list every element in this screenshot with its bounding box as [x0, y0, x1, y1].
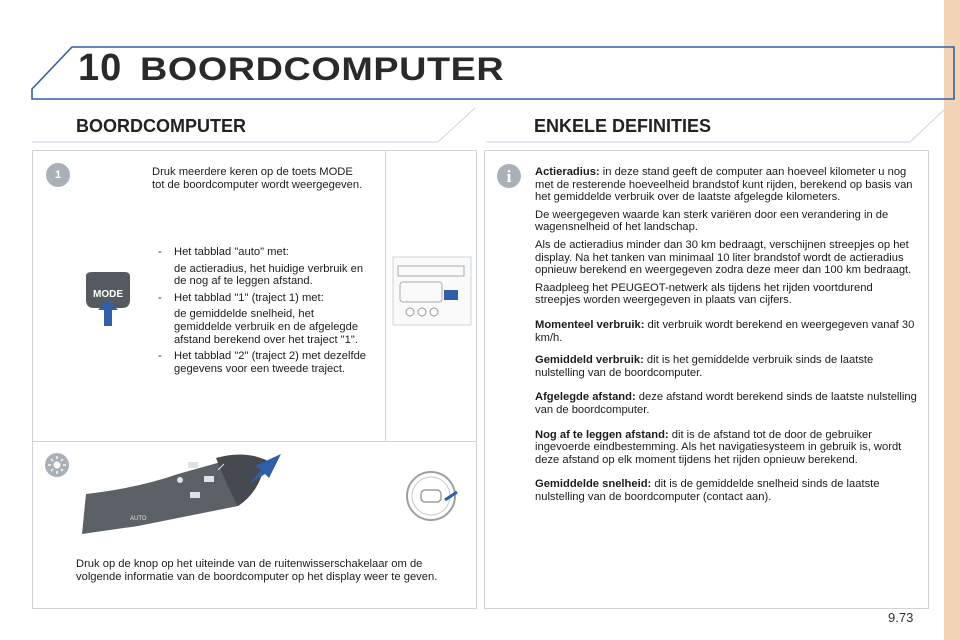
definition-item: Nog af te leggen afstand: dit is de afstand tot de door de gebruiker ingevoerde eindbestemming. Als het navigatiesysteem in gebruik is, wordt deze afstand op elk moment tijdens het rijden opnieuw berekend. — [535, 428, 902, 466]
definition-item: Afgelegde afstand: deze afstand wordt berekend sinds de laatste nulstelling van de boordcomputer. — [535, 391, 917, 416]
left-intro: Druk meerdere keren op de toets MODE tot de boordcomputer wordt weergegeven. — [152, 166, 363, 191]
definition-item: Actieradius: in deze stand geeft de computer aan hoeveel kilometer u nog met de resterende hoeveelheid brandstof kunt rijden, berekend op basis van het gemiddelde verbruik over de laatste afgelegde kilometers. — [535, 166, 913, 204]
left-panel-divider — [385, 151, 386, 441]
steering-wheel-icon — [403, 468, 459, 524]
definition-item: Gemiddelde snelheid: dit is de gemiddelde snelheid sinds de laatste nulstelling van de boordcomputer (contact aan). — [535, 478, 880, 503]
left-bullets — [152, 246, 374, 379]
definition-item: De weergegeven waarde kan sterk variëren door een verandering in de wagensnelheid of het landschap. — [535, 208, 889, 234]
bullet-item: - Het tabblad "1" (traject 1) met: — [158, 291, 324, 304]
bullet-detail: de gemiddelde snelheid, het gemiddelde verbruik en de afgelegde afstand berekend over het traject "1". — [174, 308, 359, 346]
right-section-title: ENKELE DEFINITIES — [534, 116, 712, 136]
chapter-number: 10 — [78, 47, 123, 89]
mode-button-label: MODE — [93, 289, 123, 300]
bullet-detail: de actieradius, het huidige verbruik en de nog af te leggen afstand. — [174, 262, 364, 288]
light-icon — [44, 452, 70, 478]
info-badge-letter: i — [506, 167, 512, 186]
definition-item: Gemiddeld verbruik: dit is het gemiddelde verbruik sinds de laatste nulstelling van de boordcomputer. — [535, 354, 874, 379]
dashboard-thumbnail — [392, 256, 472, 326]
definitions-list — [535, 166, 920, 508]
bullet-item: - Het tabblad "auto" met: — [158, 246, 289, 258]
definition-item: Raadpleeg het PEUGEOT-netwerk als tijdens het rijden voortdurend streepjes worden weergegeven in plaats van cijfers. — [535, 281, 873, 307]
chapter-title: BOORDCOMPUTER — [140, 51, 505, 87]
chapter-header — [30, 45, 955, 101]
mode-button-icon — [82, 270, 134, 328]
page-number: 9.73 — [888, 610, 914, 625]
stalk-caption: Druk op de knop op het uiteinde van de ruitenwisserschakelaar om de volgende informatie van de boordcomputer op het display weer te geven. — [76, 558, 438, 583]
left-section-title: BOORDCOMPUTER — [76, 116, 246, 136]
left-panel-hdivider — [33, 441, 476, 442]
bullet-item: - Het tabblad "2" (traject 2) met dezelfde gegevens voor een tweede traject. — [158, 350, 367, 375]
definition-item: Als de actieradius minder dan 30 km bedraagt, verschijnen streepjes op het display. Na het tanken van minimaal 10 liter brandstof wordt de actieradius opnieuw berekend en weergegeven zodra deze meer dan 100 km bedraagt. — [535, 238, 912, 277]
definition-item: Momenteel verbruik: dit verbruik wordt berekend en weergegeven vanaf 30 km/h. — [535, 318, 915, 344]
step-badge: 1 — [46, 163, 70, 187]
pointer-arrow-icon — [245, 450, 285, 488]
stalk-auto-label: AUTO — [130, 516, 147, 522]
info-icon — [496, 163, 522, 189]
left-panel — [32, 150, 477, 609]
